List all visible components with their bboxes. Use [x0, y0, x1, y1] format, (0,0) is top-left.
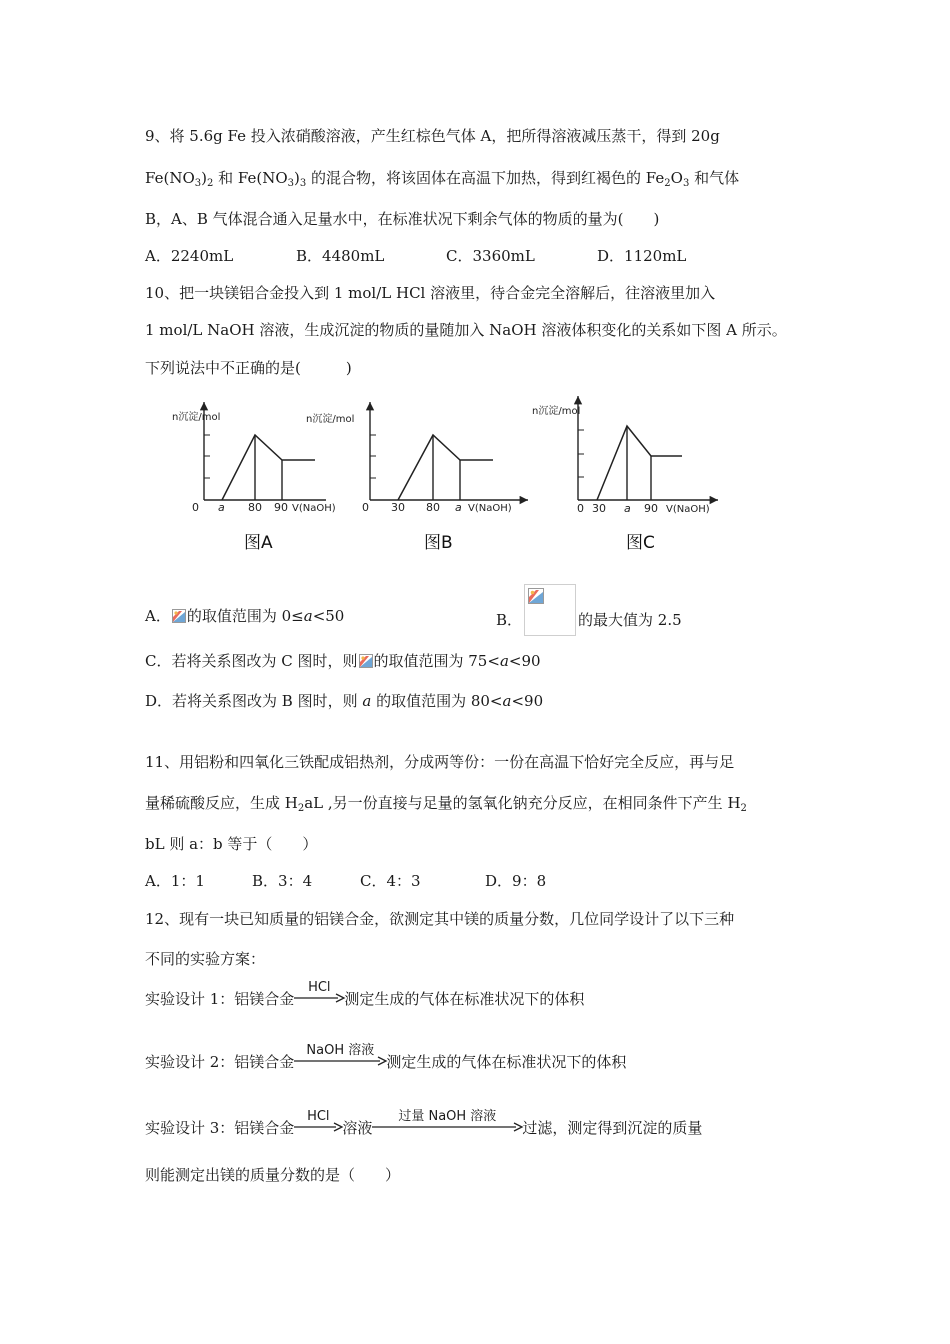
q11-line2: 量稀硫酸反应，生成 $H_2aL$ ,另一份直接与足量的氢氧化钠充分反应，在相同条件下产生 $H_2$ [145, 794, 747, 814]
q10-line2: 1 mol/L NaOH 溶液，生成沉淀的物质的量随加入 NaOH 溶液体积变化的关系如下图 A 所示。 [145, 321, 787, 339]
reaction-arrow: HCl [294, 1121, 342, 1133]
q9-line1: 9、将 5.6g Fe 投入浓硝酸溶液，产生红棕色气体 A，把所得溶液减压蒸干，得到 20g [145, 127, 720, 145]
q10-line1: 10、把一块镁铝合金投入到 1 mol/L HCl 溶液里，待合金完全溶解后，往溶液里加入 [145, 284, 716, 302]
chart-c-caption: 图C [626, 533, 655, 553]
x-label: V(NaOH) [666, 504, 710, 515]
y-label: n沉淀/mol [532, 406, 581, 417]
q11-option-d: D．9：8 [485, 872, 547, 890]
q10-option-d: D．若将关系图改为 B 图时，则 a 的取值范围为 80<a<90 [145, 692, 544, 710]
origin-label: 0 [192, 501, 199, 514]
x-label: V(NaOH) [292, 503, 336, 514]
chart-b-caption: 图B [424, 533, 453, 553]
q9-line2: $Fe(NO_3)_2$ 和 $Fe(NO_3)_3$ 的混合物，将该固体在高温下加热，得到红褐色的 $Fe_2O_3$ 和气体 [145, 169, 740, 189]
q9-line3: B，A、B 气体混合通入足量水中，在标准状况下剩余气体的物质的量为( ) [145, 210, 660, 228]
q12-line2: 不同的实验方案： [145, 950, 266, 968]
q9-option-d: D．1120mL [597, 247, 687, 265]
tick-label: 80 [426, 501, 440, 514]
q12-line1: 12、现有一块已知质量的铝镁合金，欲测定其中镁的质量分数，几位同学设计了以下三种 [145, 910, 735, 928]
tick-label: 90 [644, 502, 658, 515]
q11-line1: 11、用铝粉和四氧化三铁配成铝热剂，分成两等份：一份在高温下恰好完全反应，再与足 [145, 753, 735, 771]
q11-option-c: C．4：3 [360, 872, 421, 890]
tick-label: a [455, 501, 462, 514]
q9-option-c: C．3360mL [446, 247, 535, 265]
chart-c [530, 392, 722, 516]
tick-label: 30 [592, 502, 606, 515]
q10-line3: 下列说法中不正确的是( ) [145, 359, 352, 377]
origin-label: 0 [577, 502, 584, 515]
q10-option-b: B． 的最大值为 2.5 [496, 606, 682, 636]
q9-option-a: A．2240mL [145, 247, 234, 265]
q12-design-3: 实验设计 3：铝镁合金 HCl 溶液 过量 NaOH 溶液 过滤，测定得到沉淀的质量 [145, 1109, 703, 1137]
series-line [398, 435, 493, 500]
q11-line3: bL 则 a：b 等于（ ） [145, 835, 318, 853]
q10-option-c: C．若将关系图改为 C 图时，则 的取值范围为 75<a<90 [145, 652, 541, 670]
broken-image-icon [524, 584, 576, 636]
q9-option-b: B．4480mL [296, 247, 385, 265]
tick-label: a [218, 501, 225, 514]
q10-option-a: A． 的取值范围为 0≤a<50 [145, 607, 345, 625]
q12-design-1: 实验设计 1：铝镁合金 HCl 测定生成的气体在标准状况下的体积 [145, 980, 585, 1008]
reaction-arrow: NaOH 溶液 [294, 1055, 386, 1067]
tick-label: 80 [248, 501, 262, 514]
x-label: V(NaOH) [468, 503, 512, 514]
q12-last-line: 则能测定出镁的质量分数的是（ ） [145, 1166, 401, 1184]
origin-label: 0 [362, 501, 369, 514]
tick-label: 30 [391, 501, 405, 514]
q11-option-a: A．1：1 [145, 872, 205, 890]
q12-design-2: 实验设计 2：铝镁合金 NaOH 溶液 测定生成的气体在标准状况下的体积 [145, 1043, 627, 1071]
broken-image-icon [359, 653, 373, 667]
tick-label: 90 [274, 501, 288, 514]
reaction-arrow: HCl [294, 992, 344, 1004]
chart-b [300, 398, 530, 516]
chart-a-caption: 图A [244, 533, 273, 553]
y-label: n沉淀/mol [306, 414, 355, 425]
tick-label: a [624, 502, 631, 515]
q11-option-b: B．3：4 [252, 872, 313, 890]
reaction-arrow: 过量 NaOH 溶液 [372, 1121, 522, 1133]
broken-image-icon [172, 608, 186, 622]
series-line [597, 426, 682, 500]
y-label: n沉淀/mol [172, 412, 221, 423]
